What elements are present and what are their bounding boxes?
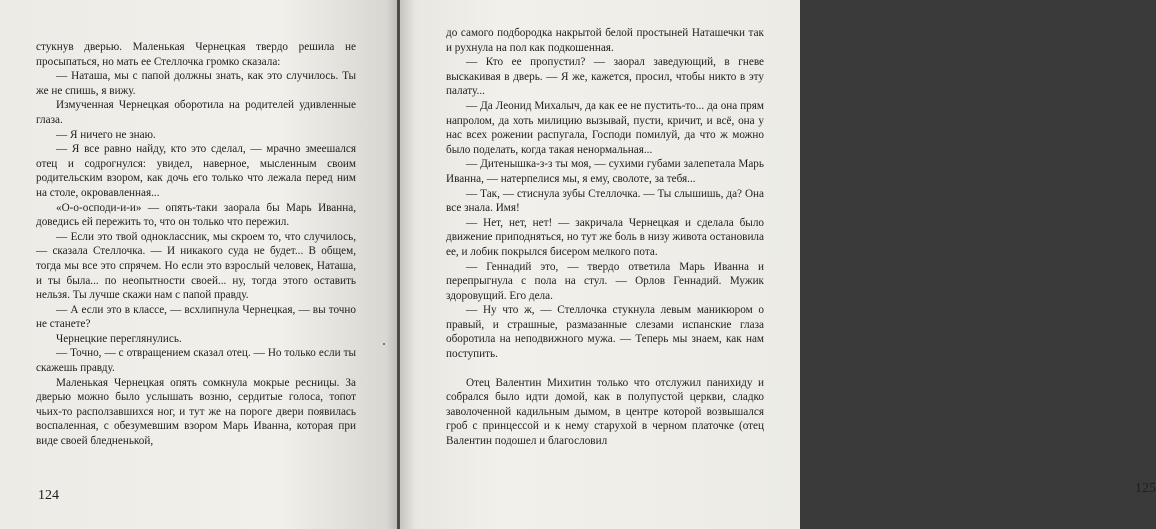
page-number-left: 124 <box>38 488 59 503</box>
paragraph: Чернецкие переглянулись. <box>56 332 182 345</box>
right-page <box>400 0 1156 529</box>
left-page <box>0 0 398 529</box>
paragraph: — Геннадий это, — твердо ответила Марь Иванна и перепрыгнула с пола на стул. — Орлов Геннадий. Мужик здоровущий. Его дела. <box>446 260 764 302</box>
right-page-text <box>446 26 764 449</box>
paragraph: — А если это в классе, — всхлипнула Чернецкая, — вы точно не станете? <box>36 303 356 331</box>
paragraph: — Да Леонид Михалыч, да как ее не пустить-то... да она прям напролом, да хоть милицию вызывай, пусти, кричит, и всё, она у нас всех рожении распугала, Господи помилуй, да что ж можно было поделать, когда такая ненормальная... <box>446 99 764 156</box>
paragraph: Измученная Чернецкая оборотила на родителей удивленные глаза. <box>36 99 356 126</box>
paragraph: — Я ничего не знаю. <box>56 128 156 141</box>
paragraph: — Я все равно найду, кто это сделал, — мрачно змеешался отец и содрогнулся: увидел, наверное, мысленным своим родительским взором, как дочь его только что лежала перед ним на столе, окровавленная... <box>36 143 356 199</box>
paragraph: до самого подбородка накрытой белой простыней Наташечки так и рухнула на пол как подкошенная. <box>446 27 764 54</box>
paragraph: — Если это твой одноклассник, мы скроем то, что случилось, — сказала Стеллочка. — И никакого суда не будет... В общем, тогда мы все это спрячем. Но если это взрослый человек, Наташа, и ты была... по неопытности своей... ну, тогда этого оставить нельзя. Ты лучше скажи нам с папой правду. <box>36 230 356 302</box>
paragraph: — Точно, — с отвращением сказал отец. — Но только если ты скажешь правду. <box>36 347 356 375</box>
page-number-right: 125 <box>1135 481 1156 496</box>
paragraph: Маленькая Чернецкая опять сомкнула мокрые ресницы. За дверью можно было услышать возню, сердитые голоса, топот чьих-то расползавшихся ног, и тут же на пороге двери появилась воспаленная, с обезумевшим взором Марь Иванна, которая при виде своей бледненькой, <box>36 376 356 448</box>
paragraph: — Наташа, мы с папой должны знать, как это случилось. Ты же не спишь, я вижу. <box>36 70 356 97</box>
paragraph: «О-о-осподи-и-и» — опять-таки заорала бы Марь Иванна, доведись ей пережить то, что он только что пережил. <box>36 201 356 229</box>
paragraph: — Нет, нет, нет! — закричала Чернецкая и сделала было движение приподняться, но тут же боль в низу живота остановила ее, и лобик покрылся бисером мелкого пота. <box>446 216 764 258</box>
paragraph: — Кто ее пропустил? — заорал заведующий, в гневе выскакивая в дверь. — Я же, кажется, просил, чтобы никто в эту палату... <box>446 56 764 98</box>
paragraph: — Так, — стиснула зубы Стеллочка. — Ты слышишь, да? Она все знала. Имя! <box>446 187 764 215</box>
paragraph: стукнув дверью. Маленькая Чернецкая твердо решила не просыпаться, но мать ее Стеллочка громко сказала: <box>36 41 356 68</box>
section-break <box>446 362 764 376</box>
paragraph: Отец Валентин Михитин только что отслужил панихиду и собрался было идти домой, как в полупустой церкви, сладко заволоченной кадильным дымом, в центре которой возвышался гроб с принцессой и к нему старухой в черном платочке (отец Валентин подошел и благословил <box>446 376 764 448</box>
paragraph: — Ну что ж, — Стеллочка стукнула левым маникюром о правый, и страшные, размазанные слезами испанские глаза оборотила на неподвижного мужа. — Теперь мы знаем, как нам поступить. <box>446 304 764 361</box>
paragraph: — Дитенышка-з-з ты моя, — сухими губами залепетала Марь Иванна, — натерпелися мы, я ему, сволоте, за тебя... <box>446 158 764 185</box>
left-page-text <box>36 40 356 449</box>
scan-speck <box>383 343 385 345</box>
